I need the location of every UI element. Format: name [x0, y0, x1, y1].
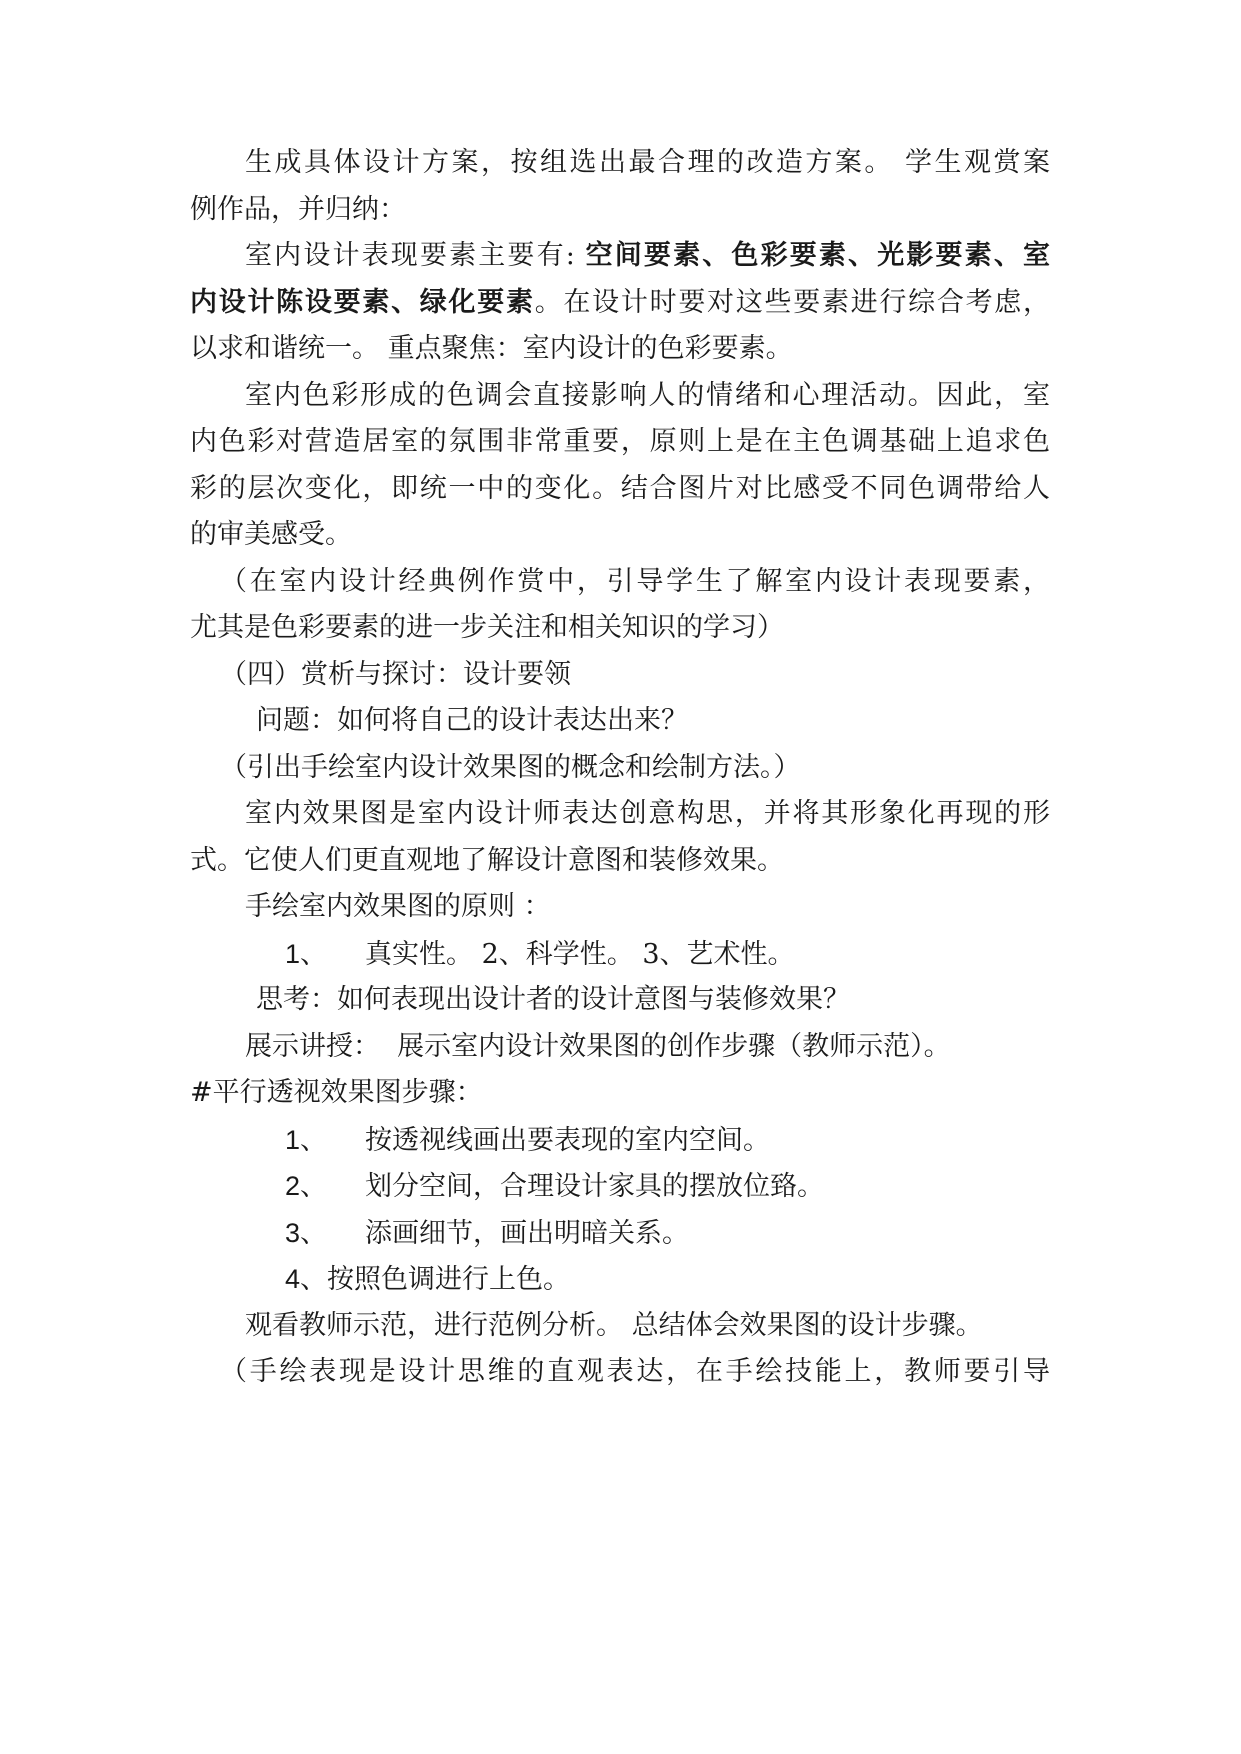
item-text: 添画细节，画出明暗关系。 — [365, 1217, 689, 1249]
paragraph-line: 生成具体设计方案，按组选出最合理的改造方案。 学生观赏案 — [245, 147, 1050, 178]
paragraph-line: 以求和谐统一。 重点聚焦：室内设计的色彩要素。 — [190, 333, 793, 364]
item-text: 划分空间，合理设计家具的摆放位臵。 — [365, 1171, 824, 1202]
bold-key-terms: 空间要素、色彩要素、光影要素、室 — [585, 240, 1050, 271]
question-line: 思考：如何表现出设计者的设计意图与装修效果？ — [256, 984, 850, 1015]
paragraph-line: 尤其是色彩要素的进一步关注和相关知识的学习） — [190, 612, 784, 643]
paragraph-line: 室内色彩形成的色调会直接影响人的情绪和心理活动。因此，室 — [245, 379, 1050, 411]
paragraph-line: （在室内设计经典例作赏中，引导学生了解室内设计表现要素， — [220, 565, 1050, 597]
paragraph-line: 手绘室内效果图的原则 ： — [245, 891, 551, 922]
paragraph-line: 室内效果图是室内设计师表达创意构思，并将其形象化再现的形 — [245, 798, 1050, 829]
item-number: 1、 — [285, 1124, 328, 1155]
numbered-item — [190, 1210, 1050, 1257]
paragraph-line: （引出手绘室内设计效果图的概念和绘制方法。） — [220, 751, 801, 783]
numbered-item — [190, 1163, 1050, 1210]
line-text: 室内设计表现要素主要有: — [245, 240, 586, 271]
item-number: 3、 — [285, 1217, 328, 1248]
question-line: 问题：如何将自己的设计表达出来？ — [256, 705, 688, 736]
numbered-item — [190, 1256, 1050, 1303]
steps-heading: #平行透视效果图步骤： — [190, 1077, 483, 1108]
document-body — [190, 140, 1050, 1396]
bold-key-terms: 内设计陈设要素、绿化要素 — [190, 286, 535, 318]
paragraph-line — [190, 233, 1050, 280]
paragraph-line: 式。它使人们更直观地了解设计意图和装修效果。 — [190, 844, 784, 876]
paragraph-line: （手绘表现是设计思维的直观表达，在手绘技能上，教师要引导 — [220, 1356, 1050, 1387]
item-number: 2、 — [285, 1171, 328, 1201]
item-number: 1、 — [285, 938, 328, 969]
item-text: 真实性。 2、科学性。 3、艺术性。 — [365, 938, 795, 970]
paragraph-line: 观看教师示范，进行范例分析。 总结体会效果图的设计步骤。 — [245, 1309, 983, 1341]
paragraph-line — [190, 280, 1050, 327]
section-heading: （四）赏析与探讨：设计要领 — [220, 658, 571, 690]
line-text: 。在设计时要对这些要素进行综合考虑， — [534, 286, 1050, 318]
item-text: 按透视线画出要表现的室内空间。 — [365, 1124, 770, 1156]
numbered-item — [190, 931, 1050, 978]
paragraph-line: 的审美感受。 — [190, 519, 352, 550]
item-number: 4、 — [285, 1264, 328, 1294]
numbered-item — [190, 1117, 1050, 1164]
paragraph-line: 内色彩对营造居室的氛围非常重要，原则上是在主色调基础上追求色 — [190, 426, 1050, 457]
item-text: 按照色调进行上色。 — [327, 1264, 571, 1295]
paragraph-line: 例作品，并归纳： — [190, 193, 406, 225]
paragraph-line: 彩的层次变化，即统一中的变化。结合图片对比感受不同色调带给人 — [190, 472, 1050, 504]
paragraph-line: 展示讲授： 展示室内设计效果图的创作步骤（教师示范）。 — [245, 1030, 951, 1062]
